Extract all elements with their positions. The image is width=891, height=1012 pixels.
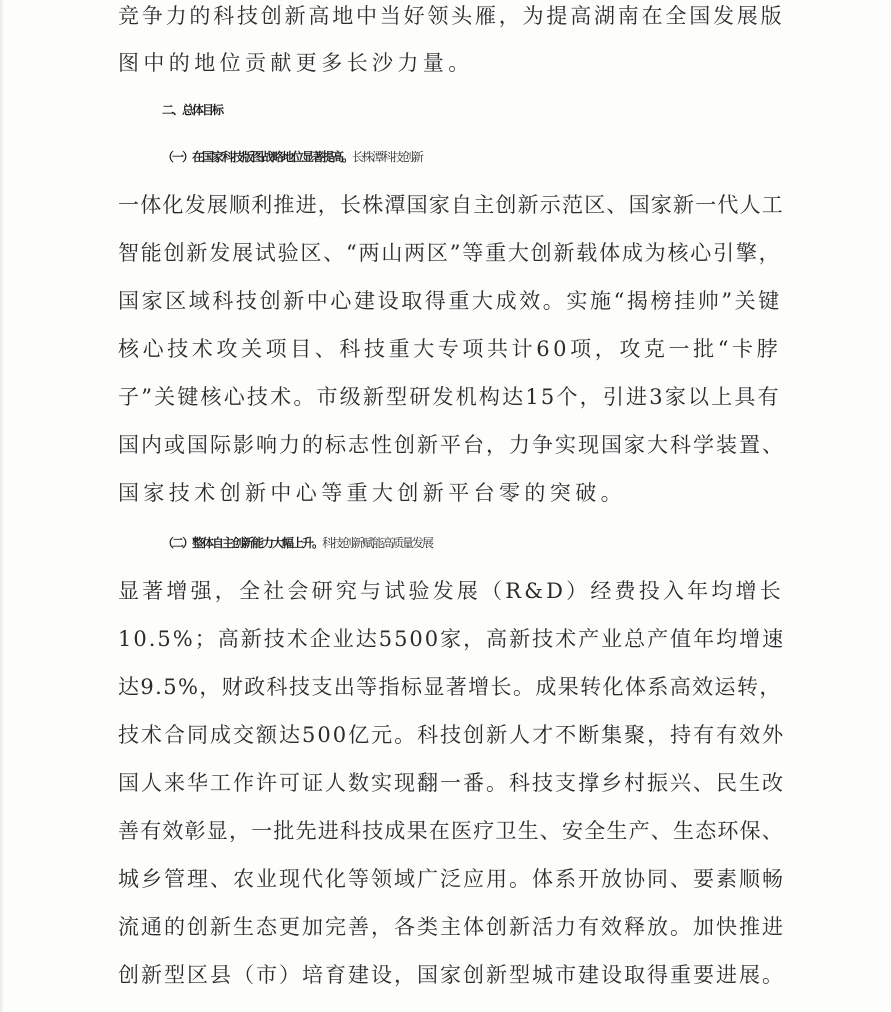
text-line-5: 智能创新发展试验区、“两山两区”等重大创新载体成为核心引擎， [118,241,782,265]
text-line-19: 流通的创新生态更加完善，各类主体创新活力有效释放。加快推进 [118,915,785,939]
text-line-6: 国家区域科技创新中心建设取得重大成效。实施“揭榜挂帅”关键 [118,289,782,313]
paragraph-1-lead: （一）在国家科技版图战略地位显著提高。 [162,150,353,164]
paragraph-1-first-line [162,143,830,171]
text-line-15: 技术合同成交额达500亿元。科技创新人才不断集聚，持有有效外 [118,723,786,747]
text-line-1: 竞争力的科技创新高地中当好领头雁，为提高湖南在全国发展版 [118,4,785,28]
section-heading: 二、总体目标 [162,103,223,117]
paragraph-2-first-line [162,529,830,557]
text-line-4: 一体化发展顺利推进，长株潭国家自主创新示范区、国家新一代人工 [118,193,784,217]
text-line-20: 创新型区县（市）培育建设，国家创新型城市建设取得重要进展。 [118,963,785,987]
text-line-14: 达9.5%，财政科技支出等指标显著增长。成果转化体系高效运转， [118,675,782,699]
text-line-7: 核心技术攻关项目、科技重大专项共计60项，攻克一批“卡脖 [118,337,782,361]
text-line-16: 国人来华工作许可证人数实现翻一番。科技支撑乡村振兴、民生改 [118,771,785,795]
paragraph-2-lead-rest: 科技创新赋能高质量发展 [322,536,433,550]
text-line-2: 图中的地位贡献更多长沙力量。 [118,51,474,75]
text-line-13: 10.5%；高新技术企业达5500家，高新技术产业总产值年均增速 [118,627,786,651]
paragraph-2-lead: （二）整体自主创新能力大幅上升。 [162,536,323,550]
text-line-9: 国内或国际影响力的标志性创新平台，力争实现国家大科学装置、 [118,433,785,457]
text-line-17: 善有效彰显，一批先进科技成果在医疗卫生、安全生产、生态环保、 [118,819,784,843]
text-line-10: 国家技术创新中心等重大创新平台零的突破。 [118,481,626,505]
text-line-12: 显著增强，全社会研究与试验发展（R&D）经费投入年均增长 [118,579,784,603]
text-line-8: 子”关键核心技术。市级新型研发机构达15个，引进3家以上具有 [118,385,781,409]
scan-edge [0,0,4,1012]
paragraph-1-lead-rest: 长株潭科技创新 [352,150,423,164]
text-line-18: 城乡管理、农业现代化等领域广泛应用。体系开放协同、要素顺畅 [118,867,785,891]
